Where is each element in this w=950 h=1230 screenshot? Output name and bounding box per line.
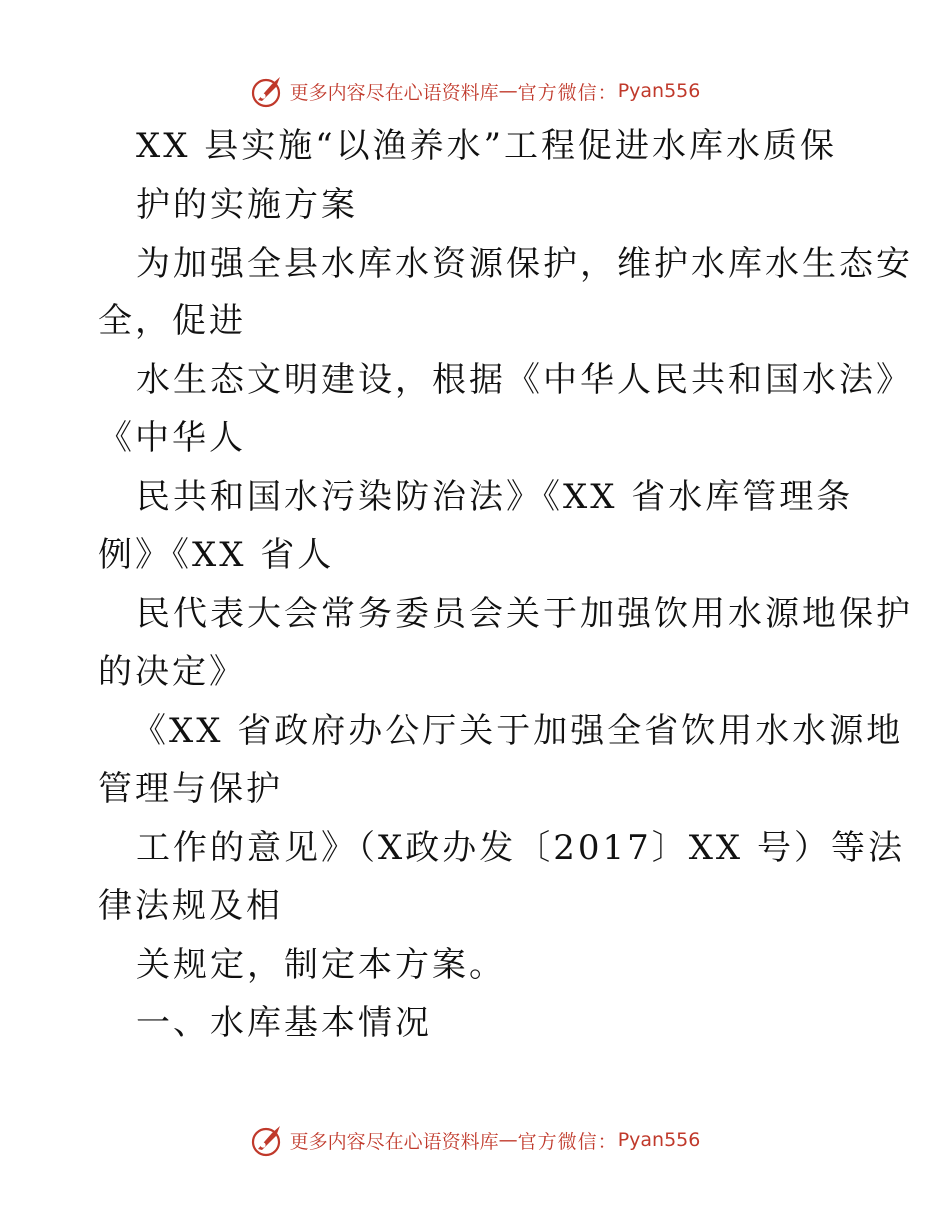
text-line: 水生态文明建设，根据《中华人民共和国水法》 [136, 360, 913, 400]
text-line: 例》《XX 省人 [98, 535, 335, 575]
text-line: 管理与保护 [98, 769, 283, 809]
title-line-2: 护的实施方案 [136, 185, 358, 225]
banner-prefix: 更多内容尽在心语资料库 [289, 1130, 499, 1153]
banner-dash: — [498, 80, 518, 102]
section-heading: 一、水库基本情况 [136, 1003, 432, 1043]
banner-wechat-handle: Pyan556 [617, 1129, 701, 1151]
text-line: 《中华人 [98, 418, 246, 458]
header-banner [0, 71, 950, 111]
banner-wechat-label: 官方微信： [517, 1130, 618, 1153]
text-line: 律法规及相 [98, 886, 283, 926]
footer-banner [0, 1120, 950, 1160]
text-line: 为加强全县水库水资源保护，维护水库水生态安 [136, 244, 913, 284]
text-line: 《XX 省政府办公厅关于加强全省饮用水水源地 [132, 711, 904, 751]
text-line: 全，促进 [98, 301, 246, 341]
pen-nib-logo-icon [250, 73, 286, 109]
title-line-1: XX 县实施“以渔养水”工程促进水库水质保 [136, 126, 837, 166]
pen-nib-logo-icon [250, 1122, 286, 1158]
text-line: 关规定，制定本方案。 [136, 945, 506, 985]
text-line: 民共和国水污染防治法》《XX 省水库管理条 [136, 477, 854, 517]
text-line: 工作的意见》（X政办发〔2017〕XX 号）等法 [136, 828, 905, 868]
banner-wechat-label: 官方微信： [517, 81, 618, 104]
banner-dash: — [498, 1129, 518, 1151]
text-line: 民代表大会常务委员会关于加强饮用水源地保护 [136, 594, 913, 634]
banner-wechat-handle: Pyan556 [617, 80, 701, 102]
text-line: 的决定》 [98, 652, 246, 692]
banner-prefix: 更多内容尽在心语资料库 [289, 81, 499, 104]
